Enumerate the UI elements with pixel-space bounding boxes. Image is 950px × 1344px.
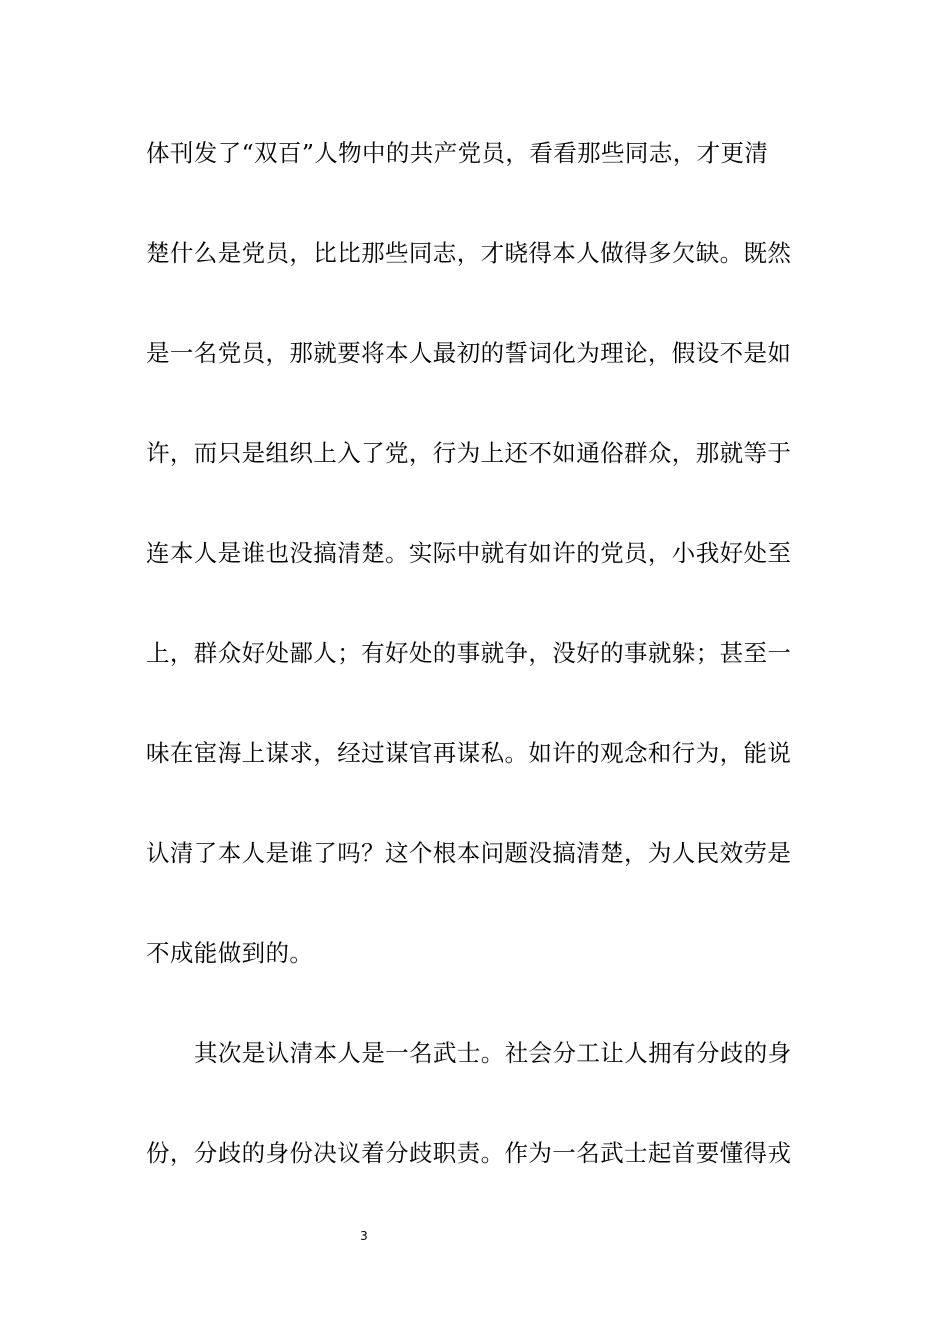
page-number: 3	[360, 1229, 368, 1243]
text-line: 是一名党员，那就要将本人最初的誓词化为理论，假设不是如	[146, 339, 792, 367]
paragraph-first-line: 其次是认清本人是一名武士。社会分工让人拥有分歧的身	[194, 1039, 792, 1067]
body-text	[146, 125, 816, 1225]
text-line: 味在宦海上谋求，经过谋官再谋私。如许的观念和行为，能说	[146, 739, 792, 767]
text-line: 认清了本人是谁了吗？这个根本问题没搞清楚，为人民效劳是	[146, 839, 792, 867]
text-line: 楚什么是党员，比比那些同志，才晓得本人做得多欠缺。既然	[146, 239, 792, 267]
text-line: 许，而只是组织上入了党，行为上还不如通俗群众，那就等于	[146, 439, 792, 467]
text-line: 连本人是谁也没搞清楚。实际中就有如许的党员，小我好处至	[146, 539, 792, 567]
text-line: 份，分歧的身份决议着分歧职责。作为一名武士起首要懂得戎	[146, 1139, 792, 1167]
text-line: 体刊发了“双百”人物中的共产党员，看看那些同志，才更清	[146, 139, 769, 167]
text-line: 上，群众好处鄙人；有好处的事就争，没好的事就躲；甚至一	[146, 639, 792, 667]
text-line: 不成能做到的。	[146, 939, 314, 967]
